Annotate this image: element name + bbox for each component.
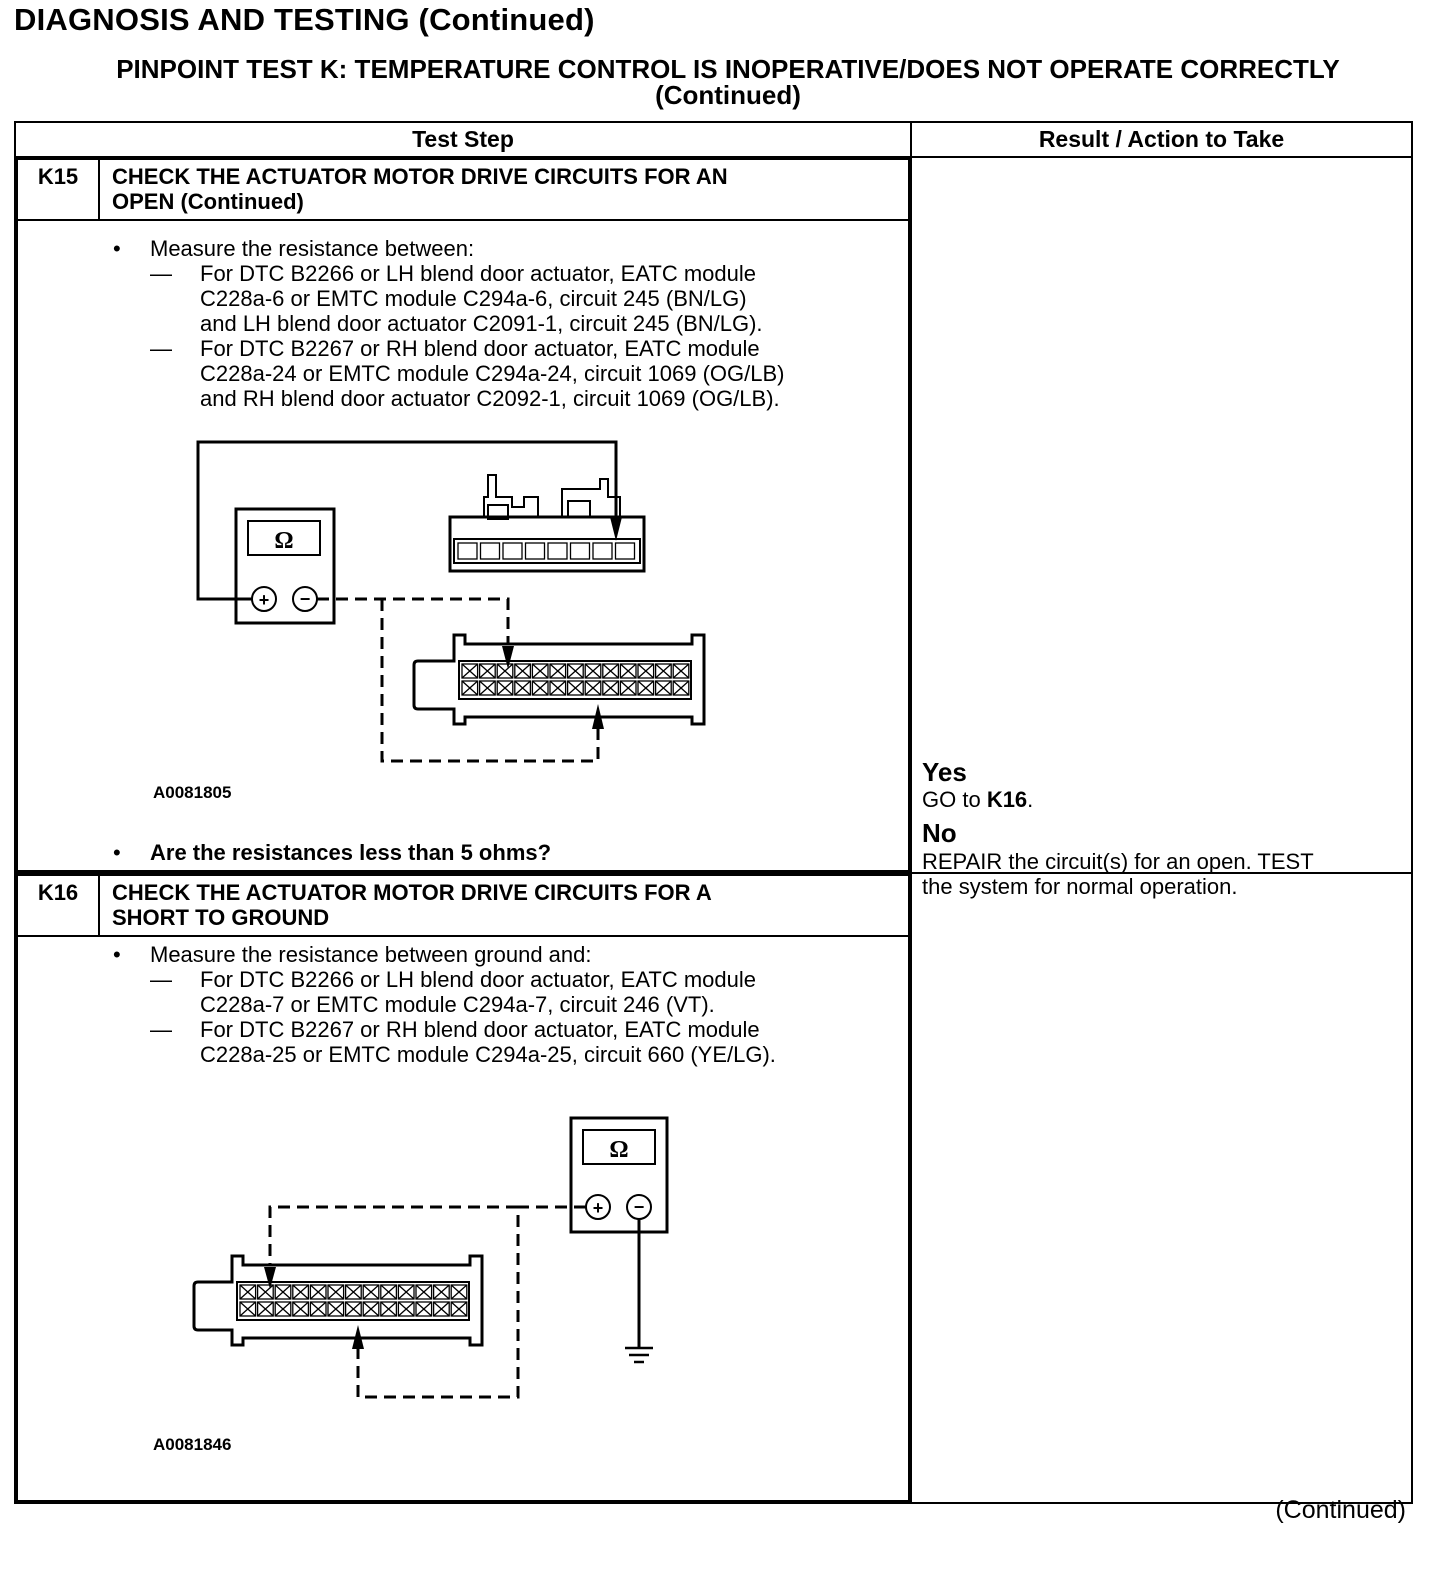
k16-figure-id: A0081846 [153,1435,232,1454]
connector-pin-mark [451,1285,467,1299]
no-action-line2: the system for normal operation. [922,874,1238,899]
connector-pin-mark [515,664,531,678]
probe-arrow-actuator [610,517,622,541]
connector-pin-mark [310,1302,326,1316]
connector-pin-mark [363,1302,379,1316]
connector-pin-mark [620,681,636,695]
connector-pin-mark [363,1285,379,1299]
connector-pin-mark [293,1285,309,1299]
k16-item1-line1: For DTC B2266 or LH blend door actuator, EATC module [200,967,756,992]
k16-instruction: Measure the resistance between ground and: [150,942,592,967]
k15-question-bullet: • [113,840,121,865]
k15-step-number: K15 [17,159,99,220]
actuator-pin [503,543,522,559]
actuator-pin [616,543,635,559]
column-header-result: Result / Action to Take [911,122,1412,157]
connector-pin-mark [620,664,636,678]
k16-item1-line2: C228a-7 or EMTC module C294a-7, circuit 246 (VT). [200,992,715,1017]
k15-item1-line2: C228a-6 or EMTC module C294a-6, circuit 245 (BN/LG) [200,286,747,311]
connector-pin-mark [656,681,672,695]
k16-item2-line1: For DTC B2267 or RH blend door actuator, EATC module [200,1017,760,1042]
k16-step-cell [15,873,911,1503]
k16-step-title [99,875,909,936]
yes-label: Yes [922,757,967,787]
connector-pin-mark [515,681,531,695]
plus-sign: + [592,1198,604,1218]
module-connector [414,635,704,724]
connector-pin-mark [673,681,689,695]
k15-item2-line3: and RH blend door actuator C2092-1, circuit 1069 (OG/LB). [200,386,780,411]
k15-step-cell [15,157,911,873]
connector-pin-mark [398,1302,414,1316]
no-action-line1: REPAIR the circuit(s) for an open. TEST [922,849,1314,874]
k15-figure-id: A0081805 [153,783,232,802]
ohmmeter-body [571,1118,667,1232]
connector-pin-mark [603,664,619,678]
connector-pin-mark [497,664,513,678]
k16-bullet: • [113,942,121,967]
k15-instruction: Measure the resistance between: [150,236,475,261]
actuator-pin [481,543,500,559]
actuator-pin [548,543,567,559]
connector-pin-mark [434,1285,450,1299]
connector-pin-mark [480,681,496,695]
pinpoint-test-table [14,121,1413,1504]
k15-item1-line1: For DTC B2266 or LH blend door actuator, EATC module [200,261,756,286]
k15-dash-2: — [150,336,172,361]
connector-pin-mark [328,1302,344,1316]
minus-sign: − [299,589,311,609]
connector-pin-mark [497,681,513,695]
k15-title-line-2: OPEN (Continued) [112,189,304,214]
actuator-pin [458,543,477,559]
connector-pin-mark [656,664,672,678]
subtitle-line-1: PINPOINT TEST K: TEMPERATURE CONTROL IS INOPERATIVE/DOES NOT OPERATE CORRECTLY [116,54,1340,84]
k16-dash-2: — [150,1017,172,1042]
k16-dash-1: — [150,967,172,992]
yes-action [922,787,1033,812]
connector-pin-mark [568,664,584,678]
plus-sign: + [258,590,270,610]
connector-pin-mark [462,681,478,695]
connector-pin-mark [275,1285,291,1299]
k15-content [18,221,908,870]
connector-pin-mark [434,1302,450,1316]
connector-pin-mark [346,1285,362,1299]
connector-pin-mark [328,1285,344,1299]
connector-pin-mark [638,664,654,678]
continued-footer: (Continued) [1275,1496,1406,1524]
connector-pin-mark [240,1302,256,1316]
connector-pin-mark [638,681,654,695]
connector-pin-mark [462,664,478,678]
no-label: No [922,818,957,848]
connector-pin-mark [532,664,548,678]
connector-pin-mark [416,1302,432,1316]
connector-pin-mark [585,681,601,695]
k15-item1-line3: and LH blend door actuator C2091-1, circuit 245 (BN/LG). [200,311,763,336]
minus-sign: − [633,1197,645,1217]
connector-pin-mark [258,1302,274,1316]
connector-pin-mark [381,1302,397,1316]
probe-arrow-top [264,1267,276,1289]
page-title: DIAGNOSIS AND TESTING (Continued) [14,2,595,37]
k15-result-cell [911,157,1412,899]
k15-dash-1: — [150,261,172,286]
yes-action-target[interactable]: K16 [986,787,1028,812]
k16-item2-line2: C228a-25 or EMTC module C294a-25, circuit 660 (YE/LG). [200,1042,776,1067]
k16-result-cell [911,873,1412,1503]
connector-pin-mark [603,681,619,695]
k15-title-line-1: CHECK THE ACTUATOR MOTOR DRIVE CIRCUITS FOR AN [112,164,728,189]
column-header-test-step: Test Step [15,122,911,157]
connector-pin-mark [240,1285,256,1299]
subtitle-line-2: (Continued) [655,80,801,110]
actuator-pin [526,543,545,559]
yes-action-prefix: GO to [922,787,981,812]
pinpoint-test-title [0,56,1456,108]
connector-pin-mark [398,1285,414,1299]
connector-pin-mark [550,681,566,695]
connector-pin-mark [381,1285,397,1299]
k15-question: Are the resistances less than 5 ohms? [150,840,552,865]
k16-wiring-diagram [18,937,898,1437]
k16-step-number: K16 [17,875,99,936]
connector-pin-mark [673,664,689,678]
connector-pin-mark [293,1302,309,1316]
k15-step-title [99,159,909,220]
connector-pin-mark [568,681,584,695]
actuator-pin [571,543,590,559]
actuator-pin [593,543,612,559]
k15-wiring-diagram [18,221,898,781]
connector-pin-mark [550,664,566,678]
k16-content [18,937,908,1500]
connector-pin-mark [532,681,548,695]
k15-item2-line1: For DTC B2267 or RH blend door actuator, EATC module [200,336,760,361]
ohm-symbol: Ω [274,528,294,554]
connector-pin-mark [258,1285,274,1299]
connector-pin-mark [346,1302,362,1316]
k15-item2-line2: C228a-24 or EMTC module C294a-24, circuit 1069 (OG/LB) [200,361,785,386]
connector-pin-mark [416,1285,432,1299]
connector-pin-mark [480,664,496,678]
k15-bullet: • [113,236,121,261]
yes-action-suffix: . [1027,787,1034,812]
k16-title-line-2: SHORT TO GROUND [112,905,330,930]
connector-pin-mark [310,1285,326,1299]
connector-pin-mark [275,1302,291,1316]
connector-pin-mark [451,1302,467,1316]
ohm-symbol: Ω [609,1137,629,1163]
connector-pin-mark [585,664,601,678]
k16-title-line-1: CHECK THE ACTUATOR MOTOR DRIVE CIRCUITS FOR A [112,880,712,905]
